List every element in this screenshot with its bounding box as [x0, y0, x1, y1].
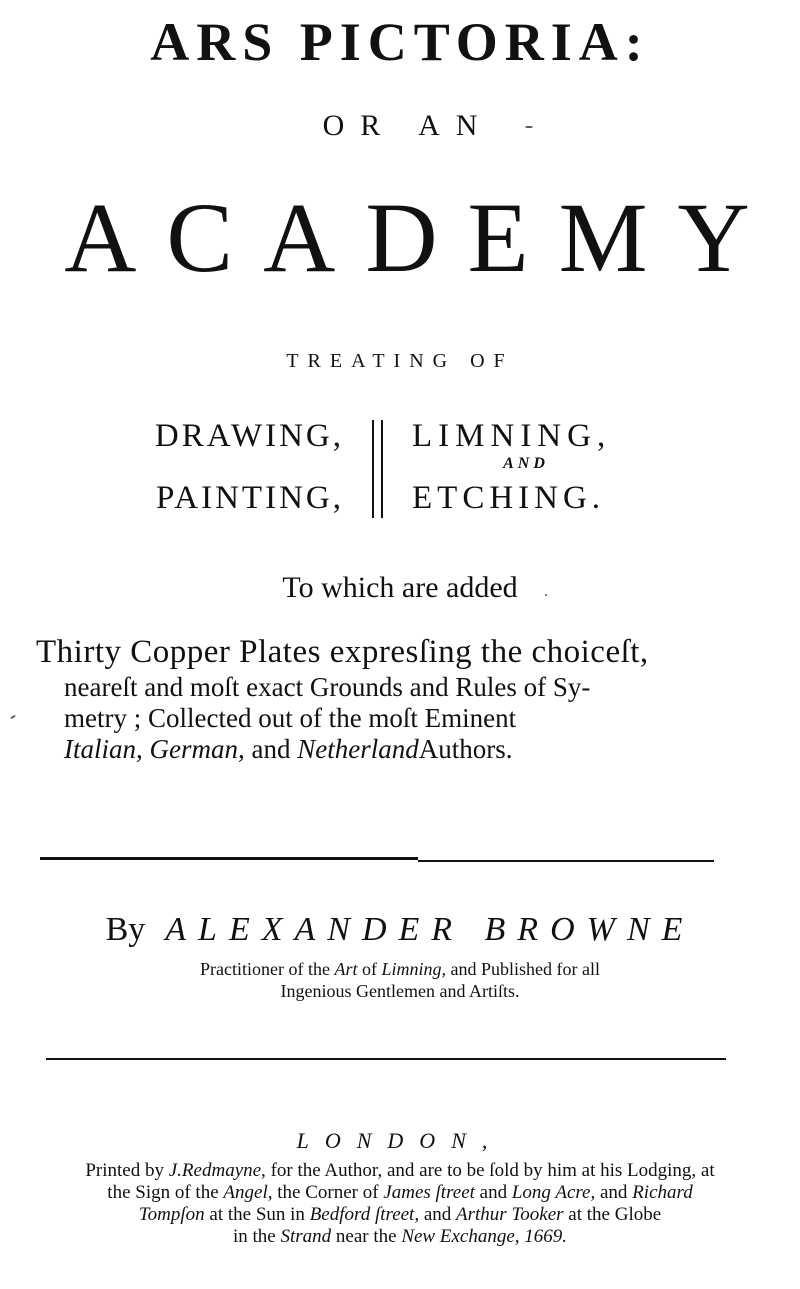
new-exchange: New Exchange,	[401, 1226, 520, 1247]
imprint-city: LONDON,	[296, 1128, 504, 1153]
word-authors: Authors.	[418, 734, 513, 764]
t: in the	[232, 1226, 276, 1247]
author-description-line-2: Ingenious Gentlemen and Artiſts.	[280, 981, 520, 1001]
print-speck	[545, 594, 547, 596]
desc-text: Practitioner of the	[200, 959, 330, 979]
author-line	[0, 910, 800, 950]
subtitle-or-an: OR AN	[322, 109, 494, 142]
t: at the Sun in	[209, 1204, 305, 1225]
bedford-street: Bedford ſtreet,	[309, 1204, 420, 1225]
arthur-tooker: Arthur Tooker	[456, 1204, 564, 1225]
author-by: By	[105, 911, 146, 948]
t: at the Globe	[568, 1204, 662, 1225]
t: for the Author, and are to be ſold by him at his Lodging, at	[270, 1160, 715, 1181]
print-speck	[10, 715, 16, 720]
james-street: James ſtreet	[383, 1182, 475, 1203]
imprint-line-4	[0, 1226, 800, 1248]
subject-limning: LIMNING,	[412, 418, 612, 454]
additions-line-4	[36, 734, 726, 765]
additions-line-3: metry ; Collected out of the moſt Eminent	[64, 703, 517, 733]
richard: Richard	[632, 1182, 693, 1203]
t: near the	[335, 1226, 397, 1247]
title-academy: ACADEMY	[64, 182, 780, 293]
t: and	[600, 1182, 628, 1203]
italic-german: German,	[149, 734, 245, 764]
italic-netherland: Netherland	[297, 734, 419, 764]
t: Printed by	[85, 1160, 164, 1181]
printer-name: J.Redmayne,	[168, 1160, 266, 1181]
author-name: ALEXANDER BROWNE	[165, 911, 695, 948]
imprint-text	[0, 1160, 800, 1248]
subject-drawing: DRAWING,	[154, 418, 344, 454]
double-vertical-rule	[372, 420, 386, 518]
t: and	[423, 1204, 452, 1225]
divider-rule-bottom	[46, 1058, 726, 1060]
t: the Sign of the	[107, 1182, 219, 1203]
imprint-line-2	[0, 1182, 800, 1204]
t: and	[479, 1182, 508, 1203]
sign-angel: Angel,	[223, 1182, 273, 1203]
author-description	[0, 958, 800, 1002]
additions-intro: To which are added	[282, 571, 518, 604]
year: 1669.	[524, 1226, 568, 1247]
desc-limning: Limning,	[381, 959, 446, 979]
strand: Strand	[280, 1226, 332, 1247]
t: the Corner of	[277, 1182, 379, 1203]
italic-italian: Italian,	[64, 734, 143, 764]
desc-of: of	[361, 959, 377, 979]
imprint-line-1	[0, 1160, 800, 1182]
divider-rule-top-right	[418, 860, 714, 862]
divider-rule-top-left	[40, 857, 418, 860]
tompson: Tompſon	[138, 1204, 205, 1225]
long-acre: Long Acre,	[511, 1182, 596, 1203]
subject-conjunction: AND	[503, 455, 549, 472]
author-description-line-1	[0, 958, 800, 980]
additions-paragraph	[36, 632, 726, 765]
additions-line-2: neareſt and moſt exact Grounds and Rules of Sy-	[64, 672, 591, 702]
desc-text-b: and Published for all	[450, 959, 600, 979]
subject-painting: PAINTING,	[155, 480, 344, 516]
subject-etching: ETCHING.	[412, 480, 606, 516]
desc-art: Art	[334, 959, 358, 979]
print-speck	[525, 126, 533, 128]
word-and: and	[251, 734, 291, 764]
main-title: ARS PICTORIA:	[150, 12, 650, 72]
imprint-line-3	[0, 1204, 800, 1226]
treating-of: TREATING OF	[286, 350, 514, 372]
additions-line-1: Thirty Copper Plates expresſing the choiceſt,	[36, 634, 649, 670]
